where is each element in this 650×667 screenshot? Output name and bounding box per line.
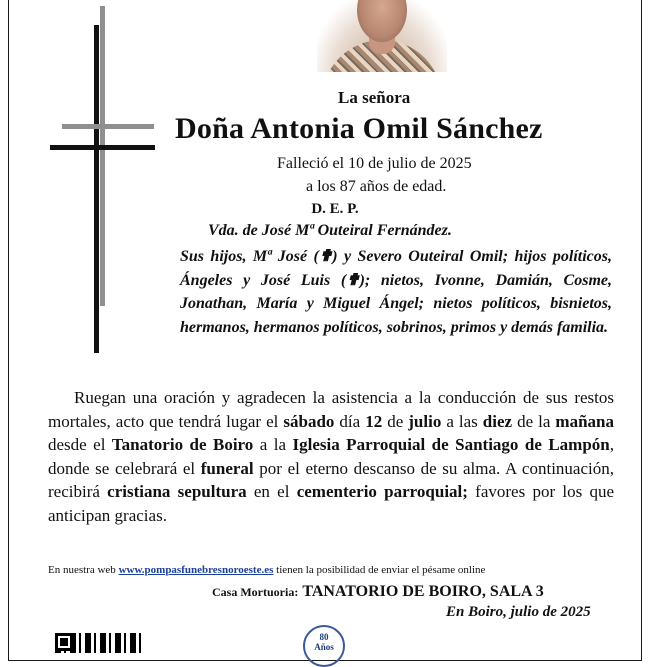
anniversary-seal <box>303 625 345 667</box>
web-prefix: En nuestra web <box>48 564 116 576</box>
deceased-name: Doña Antonia Omil Sánchez <box>175 112 543 145</box>
cross-vertical-grey <box>100 6 105 306</box>
qr-code-icon[interactable] <box>55 633 143 653</box>
cross-horizontal-grey <box>62 124 154 129</box>
mortuary-label: Casa Mortuoria: <box>212 585 299 599</box>
salutation: La señora <box>338 88 411 107</box>
web-suffix: tienen la posibilidad de enviar el pésame online <box>276 564 486 576</box>
seal-number: 80 <box>319 632 329 642</box>
cross-vertical-black <box>94 25 99 353</box>
age-line: a los 87 años de edad. <box>306 178 447 195</box>
family-list: Sus hijos, Mª José (✟) y Severo Outeiral Omil; hijos políticos, Ángeles y José Luis (✟); nietos, Ivonne, Damián, Cosme, Jonathan, María y Miguel Ángel; nietos políticos, bisnietos, hermanos, hermanos políticos, sobrinos, primos y demás familia. <box>180 248 612 336</box>
announcement-text: Ruegan una oración y agradecen la asistencia a la conducción de sus restos mortales, acto que tendrá lugar el sábado día 12 de julio a las diez de la mañana desde el Tanatorio de Boiro a la Iglesia Parroquial de Santiago de Lampón, donde se celebrará el funeral por el eterno descanso de su alma. A continuación, recibirá cristiana sepultura en el cementerio parroquial; favores por los que anticipan gracias. <box>48 388 614 525</box>
rip-label: D. E. P. <box>311 201 359 217</box>
mortuary-info <box>212 583 544 601</box>
place-date: En Boiro, julio de 2025 <box>446 604 591 620</box>
web-notice <box>48 564 485 576</box>
website-link[interactable]: www.pompasfunebresnoroeste.es <box>118 564 274 576</box>
death-date: Falleció el 10 de julio de 2025 <box>277 155 472 172</box>
widow-line: Vda. de José Mª Outeiral Fernández. <box>208 222 452 239</box>
cross-horizontal-black <box>50 145 155 150</box>
seal-years: Años <box>314 642 334 652</box>
mortuary-value: TANATORIO DE BOIRO, SALA 3 <box>302 583 544 600</box>
deceased-photo <box>317 0 447 72</box>
